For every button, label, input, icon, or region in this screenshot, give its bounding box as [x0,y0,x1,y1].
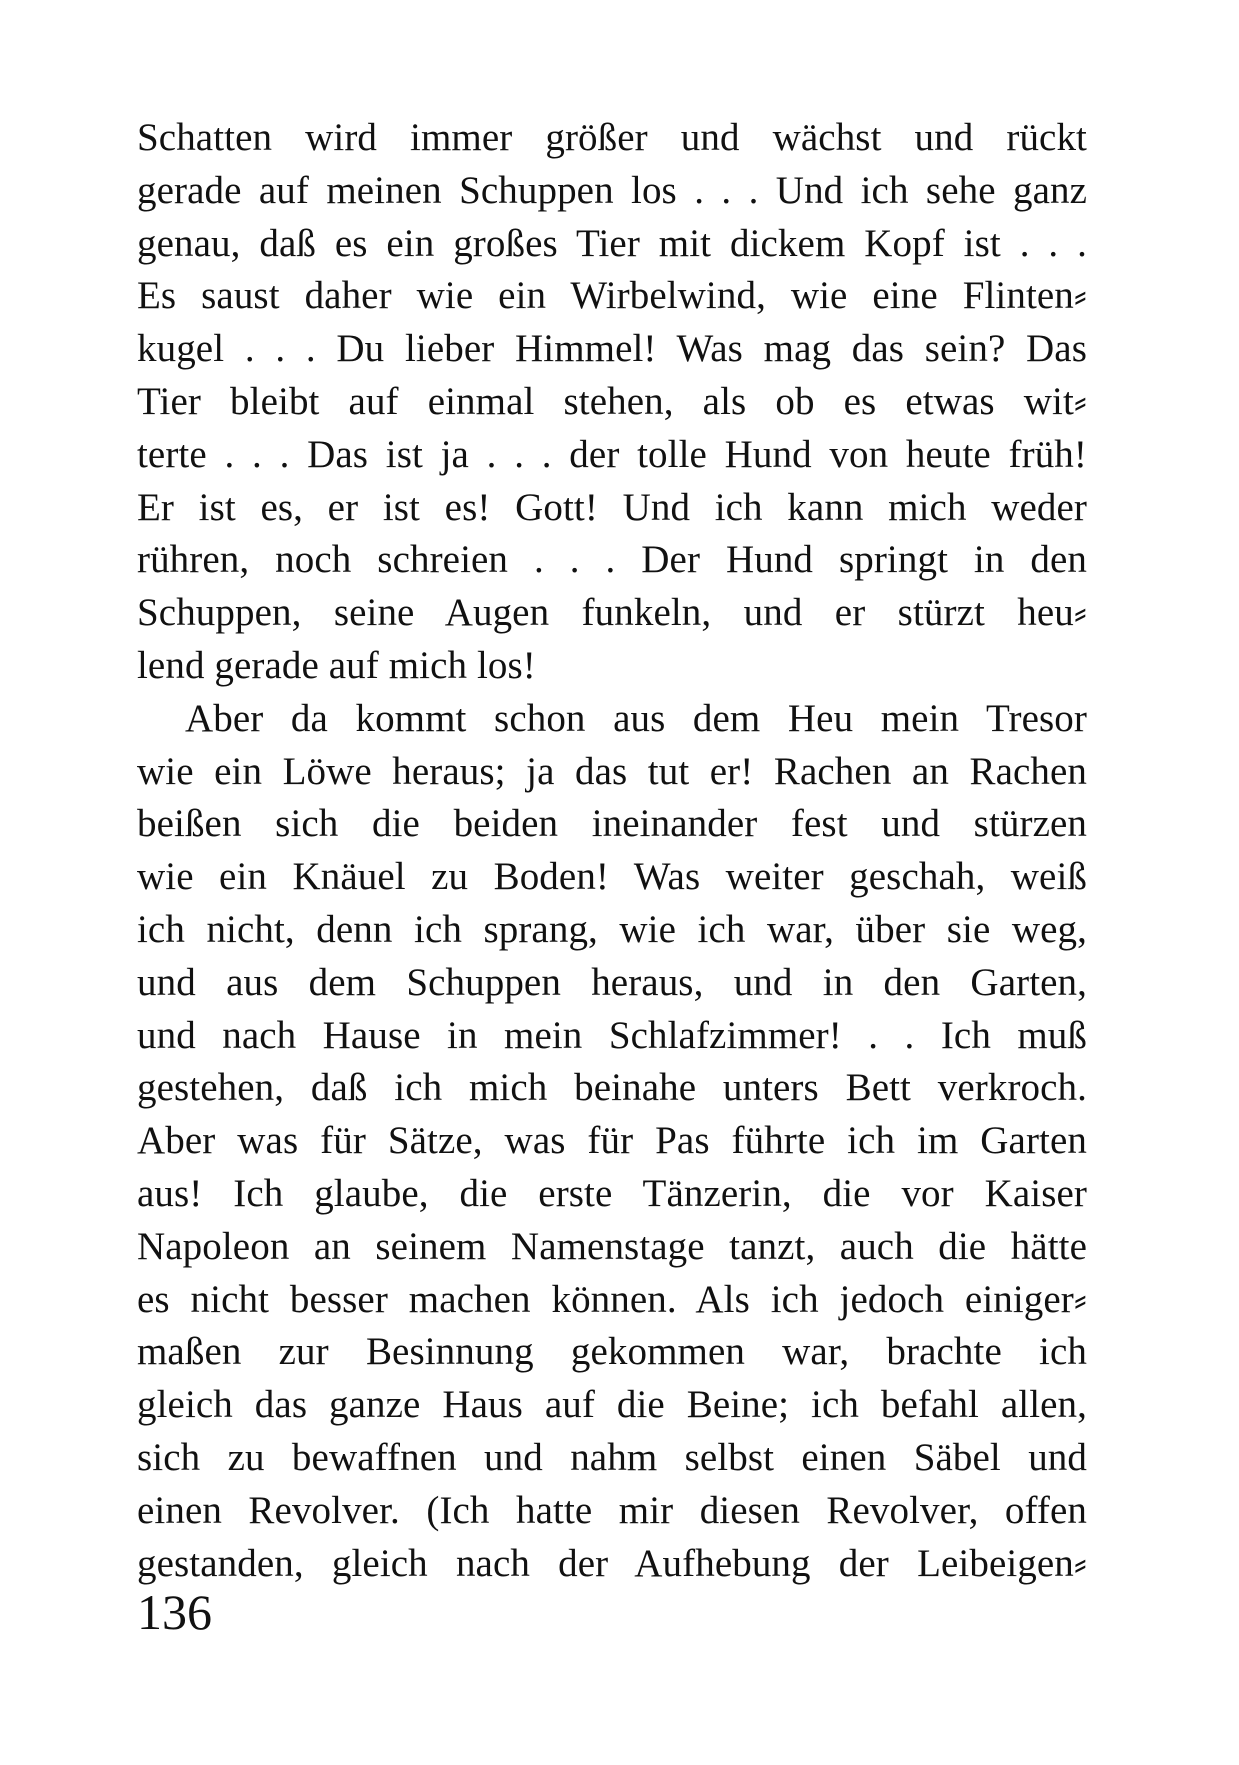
text-line: kugel . . . Du lieber Himmel! Was mag das sein? Das [137,327,1087,371]
text-line: terte . . . Das ist ja . . . der tolle Hund von heute früh! [137,432,1087,476]
text-line: genau, daß es ein großes Tier mit dickem Kopf ist . . . [137,221,1087,265]
text-line: gestehen, daß ich mich beinahe unters Bett verkroch. [137,1066,1087,1110]
text-line: ich nicht, denn ich sprang, wie ich war, über sie weg, [137,907,1087,951]
text-line: lend gerade auf mich los! [137,643,536,687]
text-line: Napoleon an seinem Namenstage tanzt, auch die hätte [137,1224,1087,1268]
text-line: wie ein Löwe heraus; ja das tut er! Rachen an Rachen [137,749,1087,793]
text-line: und aus dem Schuppen heraus, und in den Garten, [137,960,1087,1004]
text-line: gerade auf meinen Schuppen los . . . Und ich sehe ganz [137,168,1087,212]
text-line: und nach Hause in mein Schlafzimmer! . . Ich muß [137,1013,1087,1057]
body-text [137,112,1087,1590]
text-line: Schatten wird immer größer und wächst und rückt [137,116,1087,159]
text-line: aus! Ich glaube, die erste Tänzerin, die vor Kaiser [137,1171,1087,1215]
text-line: Aber was für Sätze, was für Pas führte ich im Garten [137,1119,1087,1163]
text-line: gleich das ganze Haus auf die Beine; ich befahl allen, [137,1383,1087,1427]
text-line: sich zu bewaffnen und nahm selbst einen Säbel und [137,1435,1087,1479]
text-line: Schuppen, seine Augen funkeln, und er stürzt heu⸗ [137,591,1087,635]
text-line: einen Revolver. (Ich hatte mir diesen Revolver, offen [137,1488,1087,1532]
text-line: rühren, noch schreien . . . Der Hund springt in den [137,538,1087,582]
page-number: 136 [137,1584,212,1640]
text-line: wie ein Knäuel zu Boden! Was weiter geschah, weiß [137,855,1087,899]
text-line: beißen sich die beiden ineinander fest und stürzen [137,802,1087,846]
text-line: Es saust daher wie ein Wirbelwind, wie eine Flinten⸗ [137,274,1087,318]
text-line: es nicht besser machen können. Als ich jedoch einiger⸗ [137,1277,1087,1321]
text-line: maßen zur Besinnung gekommen war, brachte ich [137,1330,1087,1374]
text-line: Aber da kommt schon aus dem Heu mein Tresor [185,696,1087,740]
text-line: gestanden, gleich nach der Aufhebung der Leibeigen⸗ [137,1541,1087,1585]
text-line: Tier bleibt auf einmal stehen, als ob es etwas wit⸗ [137,379,1087,423]
text-line: Er ist es, er ist es! Gott! Und ich kann mich weder [137,485,1087,529]
